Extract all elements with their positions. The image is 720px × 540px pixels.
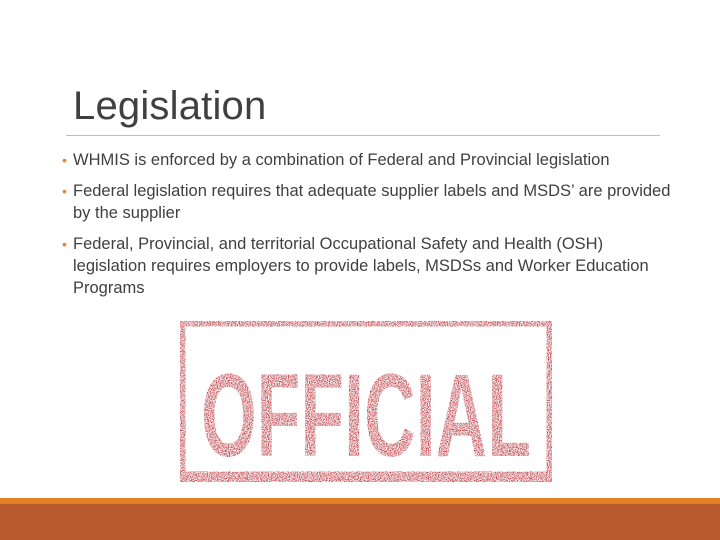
bullet-item: [62, 233, 672, 299]
slide-title: Legislation: [73, 84, 267, 128]
bullet-item: [62, 149, 672, 171]
bullet-icon: •: [62, 183, 67, 199]
bullet-text: WHMIS is enforced by a combination of Federal and Provincial legislation: [73, 151, 610, 169]
stamp-graphic: [174, 316, 558, 482]
bullet-icon: •: [62, 236, 67, 252]
bullet-icon: •: [62, 152, 67, 168]
stamp-text: OFFICIAL: [201, 350, 531, 482]
title-divider: [66, 135, 660, 136]
official-stamp-icon: [174, 316, 558, 482]
bullet-text: Federal, Provincial, and territorial Occupational Safety and Health (OSH) legislation requires employers to provide labels, MSDSs and Worker Education Programs: [73, 235, 649, 297]
bullet-item: [62, 180, 672, 224]
footer-bar: [0, 504, 720, 540]
bullet-text: Federal legislation requires that adequate supplier labels and MSDS’ are provided by the supplier: [73, 182, 671, 222]
bullet-list: [62, 149, 672, 308]
